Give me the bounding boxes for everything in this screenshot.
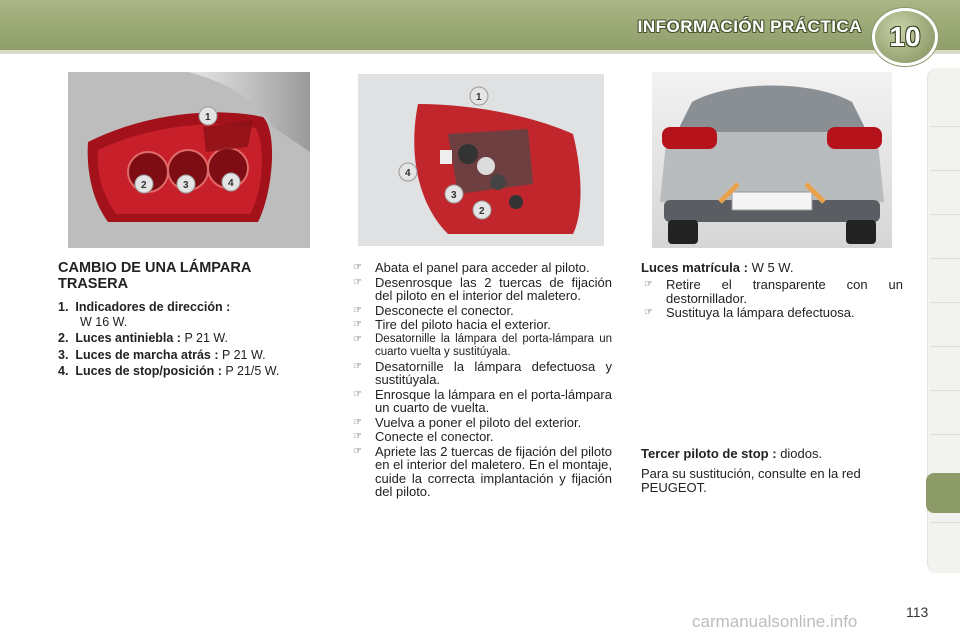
side-tab[interactable]	[930, 390, 960, 391]
steps-list	[350, 261, 612, 500]
callout-label: 2	[141, 180, 147, 191]
third-stop-note: Para su sustitución, consulte en la red PEUGEOT.	[641, 465, 861, 495]
chapter-number: 10	[889, 21, 921, 52]
plate-lights-heading	[641, 261, 903, 275]
item-value: P 21 W.	[222, 347, 266, 362]
side-tab-active[interactable]	[926, 473, 960, 513]
item-value: P 21 W.	[184, 331, 229, 345]
step-item: ☞ Enrosque la lámpara en el porta-lámpara un cuarto de vuelta.	[353, 386, 612, 415]
header-strip	[0, 50, 960, 54]
step-item: ☞ Abata el panel para acceder al piloto.	[353, 260, 590, 275]
item-number: 3.	[58, 347, 69, 362]
car-rear-illustration	[652, 72, 892, 248]
step-item: ☞ Apriete las 2 tuercas de fijación del piloto en el interior del maletero. En el montaje, cuide la correcta implantación y fijación del piloto.	[353, 443, 613, 499]
side-tab[interactable]	[930, 214, 960, 215]
side-tab[interactable]	[930, 522, 960, 523]
hand-pointer-icon: ☞	[353, 304, 362, 316]
item-number: 1.	[58, 300, 69, 314]
callout-label: 3	[451, 190, 457, 201]
hand-pointer-icon: ☞	[353, 388, 362, 400]
list-item	[58, 364, 328, 379]
plate-lights-section	[641, 261, 903, 495]
step-item: ☞ Vuelva a poner el piloto del exterior.	[353, 414, 582, 430]
callout-label: 4	[228, 178, 234, 189]
step-item: ☞ Desenrosque las 2 tuercas de fijación del piloto en el interior del maletero.	[353, 274, 612, 303]
step-item: ☞ Tire del piloto hacia el exterior.	[353, 317, 551, 332]
third-stop-value: diodos.	[780, 445, 823, 461]
bulb-list	[58, 300, 328, 381]
watermark: carmanualsonline.info	[692, 612, 858, 631]
item-value: W 16 W.	[80, 314, 128, 329]
side-tab[interactable]	[930, 170, 960, 171]
hand-pointer-icon: ☞	[353, 276, 362, 288]
plate-lights-label: Luces matrícula :	[641, 260, 748, 275]
step-item: ☞ Desatornille la lámpara defectuosa y sustitúyala.	[353, 358, 612, 387]
item-label: Luces de stop/posición :	[75, 364, 222, 378]
hand-pointer-icon: ☞	[644, 279, 653, 290]
hand-pointer-icon: ☞	[353, 319, 362, 330]
hand-pointer-icon: ☞	[353, 416, 362, 428]
side-tab[interactable]	[930, 302, 960, 303]
item-label: Indicadores de dirección :	[75, 300, 231, 314]
item-value: P 21/5 W.	[225, 364, 280, 378]
step-item: ☞ Sustituya la lámpara defectuosa.	[644, 305, 855, 320]
third-stop-heading	[641, 447, 903, 461]
hand-pointer-icon: ☞	[353, 445, 362, 457]
hand-pointer-icon: ☞	[353, 262, 362, 273]
step-item: ☞ Retire el transparente con un destornillador.	[644, 277, 903, 306]
page-number: 113	[906, 604, 929, 620]
hand-pointer-icon: ☞	[353, 333, 362, 345]
callout-label: 3	[183, 180, 189, 191]
side-tab[interactable]	[930, 434, 960, 435]
hand-pointer-icon: ☞	[353, 360, 362, 372]
list-item	[58, 331, 328, 346]
item-number: 4.	[58, 364, 69, 378]
section-title: CAMBIO DE UNA LÁMPARA TRASERA	[58, 260, 251, 292]
side-tab[interactable]	[930, 126, 960, 127]
side-tab[interactable]	[930, 258, 960, 259]
side-tab[interactable]	[930, 346, 960, 347]
callout-label: 1	[205, 112, 211, 123]
list-item	[58, 348, 328, 363]
chapter-title: INFORMACIÓN PRÁCTICA	[637, 17, 862, 36]
hand-pointer-icon: ☞	[644, 307, 653, 318]
callout-label: 1	[476, 92, 482, 103]
list-item	[58, 300, 328, 329]
item-number: 2.	[58, 331, 69, 345]
hand-pointer-icon: ☞	[353, 431, 362, 442]
rear-lamp-photo	[68, 72, 310, 248]
item-label: Luces antiniebla :	[75, 331, 181, 345]
chapter-badge	[872, 8, 938, 66]
callout-label: 4	[405, 168, 411, 179]
lamp-back-illustration	[358, 74, 604, 246]
item-label: Luces de marcha atrás :	[75, 347, 219, 362]
rear-lamp-illustration	[68, 72, 310, 248]
step-item: ☞ Conecte el conector.	[353, 429, 494, 444]
step-item: ☞ Desconecte el conector.	[353, 302, 514, 318]
plate-lights-value: W 5 W.	[751, 260, 794, 275]
callout-label: 2	[479, 206, 485, 217]
third-stop-label: Tercer piloto de stop :	[641, 445, 777, 461]
car-rear-photo	[652, 72, 892, 248]
step-item: ☞ Desatornille la lámpara del porta-lámpara un cuarto vuelta y sustitúyala.	[353, 332, 612, 358]
lamp-back-photo	[358, 74, 604, 246]
